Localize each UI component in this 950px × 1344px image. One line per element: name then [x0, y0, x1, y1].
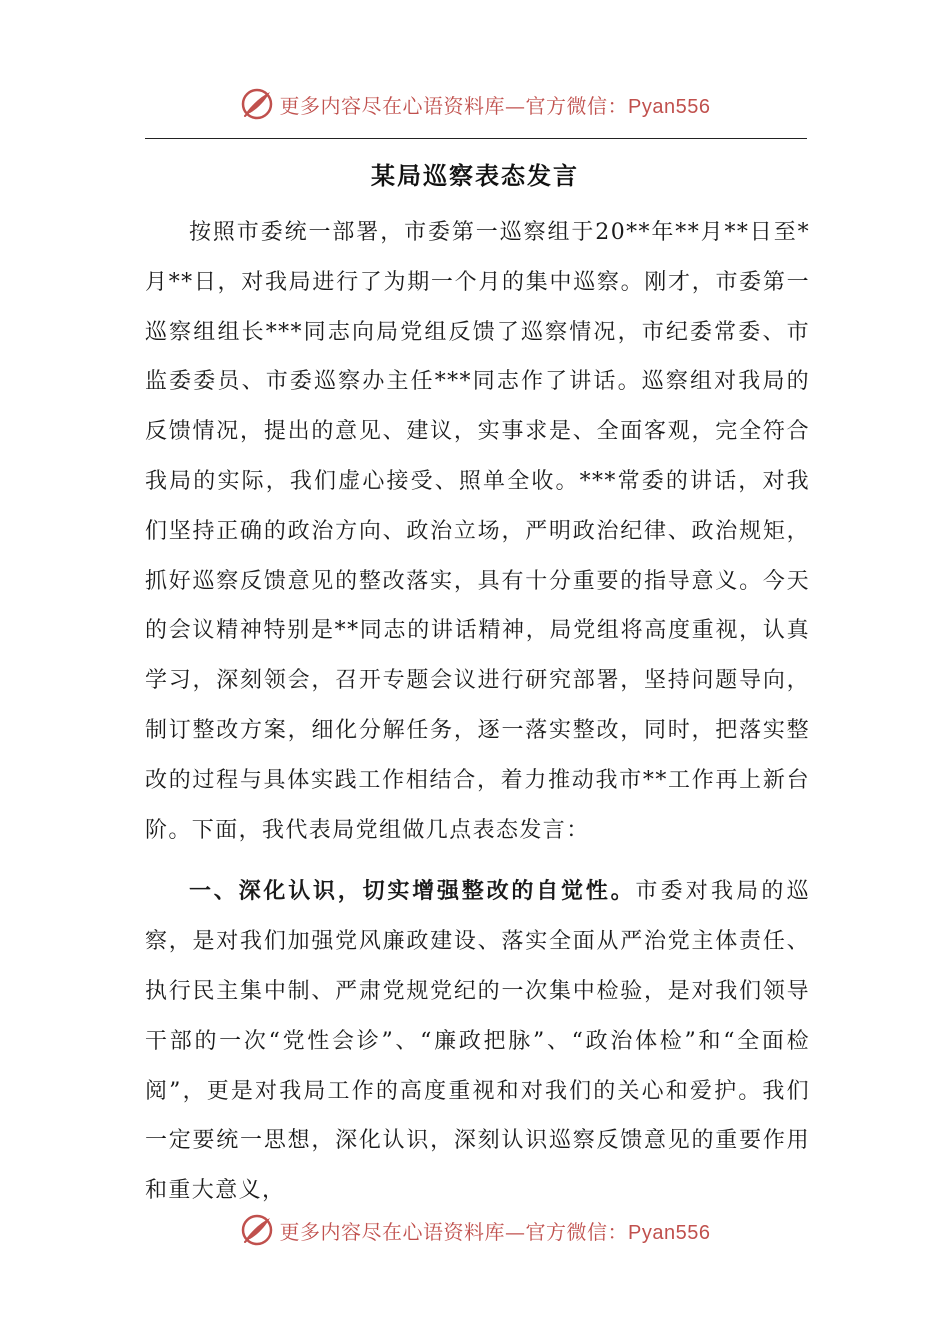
watermark-header [0, 84, 950, 124]
section-heading: 一、深化认识，切实增强整改的自觉性。 [189, 879, 636, 905]
paragraph-text: 市委对我局的巡察，是对我们加强党风廉政建设、落实全面从严治党主体责任、执行民主集中制、严肃党规党纪的一次集中检验，是对我们领导干部的一次“党性会诊”、“廉政把脉”、“政治体检”和“全面检阅”，更是对我局工作的高度重视和对我们的关心和爱护。我们一定要统一思想，深化认识，深刻认识巡察反馈意见的重要作用和重大意义， [145, 879, 810, 1204]
quill-pen-logo-icon [240, 1213, 274, 1247]
watermark-footer [0, 1210, 950, 1250]
wechat-id: Pyan556 [628, 1221, 711, 1244]
header-rule [145, 138, 807, 139]
watermark-text: 更多内容尽在心语资料库—官方微信：Pyan556 [279, 1219, 711, 1244]
document-title: 某局巡察表态发言 [371, 161, 579, 190]
paragraph-intro [145, 208, 810, 855]
watermark-text: 更多内容尽在心语资料库—官方微信：Pyan556 [279, 93, 711, 118]
document-body [145, 208, 810, 1216]
paragraph-text: 按照市委统一部署，市委第一巡察组于20**年**月**日至*月**日，对我局进行了为期一个月的集中巡察。刚才，市委第一巡察组组长***同志向局党组反馈了巡察情况，市纪委常委、市监委委员、市委巡察办主任***同志作了讲话。巡察组对我局的反馈情况，提出的意见、建议，实事求是、全面客观，完全符合我局的实际，我们虚心接受、照单全收。***常委的讲话，对我们坚持正确的政治方向、政治立场，严明政治纪律、政治规矩，抓好巡察反馈意见的整改落实，具有十分重要的指导意义。今天的会议精神特别是**同志的讲话精神，局党组将高度重视，认真学习，深刻领会，召开专题会议进行研究部署，坚持问题导向，制订整改方案，细化分解任务，逐一落实整改，同时，把落实整改的过程与具体实践工作相结合，着力推动我市**工作再上新台阶。下面，我代表局党组做几点表态发言： [145, 220, 810, 843]
wechat-id: Pyan556 [628, 95, 711, 118]
paragraph-section-1 [145, 867, 810, 1216]
quill-pen-logo-icon [240, 87, 274, 121]
